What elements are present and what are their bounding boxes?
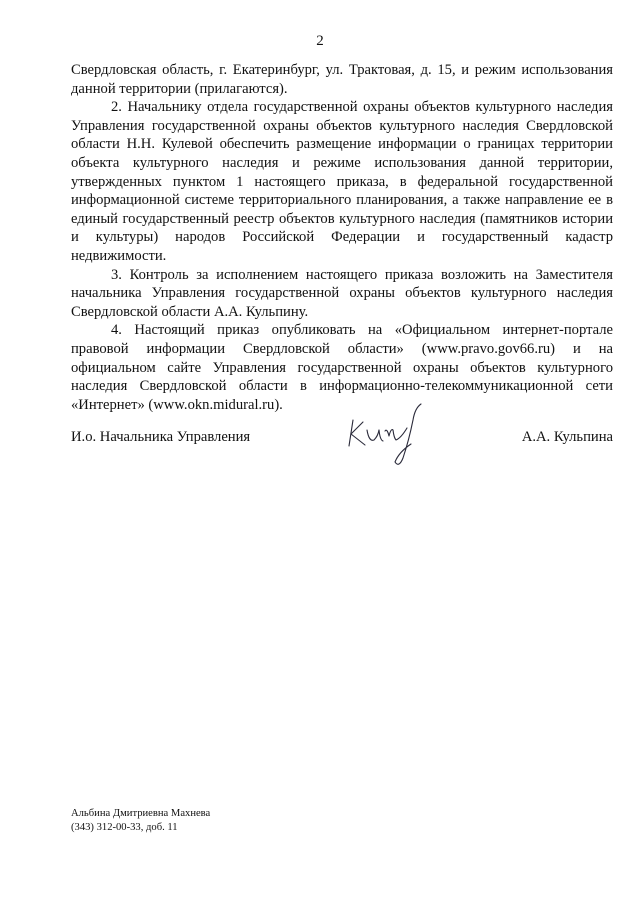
paragraph-item-3: 3. Контроль за исполнением настоящего приказа возложить на Заместителя начальника Управления государственной охраны объектов культурного наследия Свердловской области А.А. Кульпину. (71, 266, 613, 320)
signatory-name: А.А. Кульпина (521, 429, 613, 445)
paragraph-item-4: 4. Настоящий приказ опубликовать на «Официальном интернет-портале правовой информации Свердловской области» (www.pravo.gov66.ru) и на официальном сайте Управления государственной охраны объектов культурного наследия Свердловской области в информационно-телекоммуникационной сети «Интернет» (www.okn.midural.ru). (71, 322, 613, 413)
contact-phone: (343) 312-00-33, доб. 11 (71, 822, 178, 833)
page-number: 2 (316, 33, 324, 49)
document-body (71, 61, 613, 414)
contact-info (71, 807, 210, 835)
handwritten-signature (341, 400, 433, 472)
paragraph-continuation: Свердловская область, г. Екатеринбург, ул. Трактовая, д. 15, и режим использования данной территории (прилагаются). (71, 62, 613, 97)
signatory-position: И.о. Начальника Управления (71, 429, 251, 445)
contact-name: Альбина Дмитриевна Махнева (71, 808, 211, 819)
paragraph-item-2: 2. Начальнику отдела государственной охраны объектов культурного наследия Управления государственной охраны объектов культурного наследия Свердловской области Н.Н. Кулевой обеспечить размещение информации о границах территории объекта культурного наследия и режиме использования данной территории, утвержденных пунктом 1 настоящего приказа, в федеральной государственной информационной системе территориального планирования, а также направление ее в единый государственный реестр объектов культурного наследия (памятников истории и культуры) народов Российской Федерации и государственный кадастр недвижимости. (71, 99, 613, 264)
